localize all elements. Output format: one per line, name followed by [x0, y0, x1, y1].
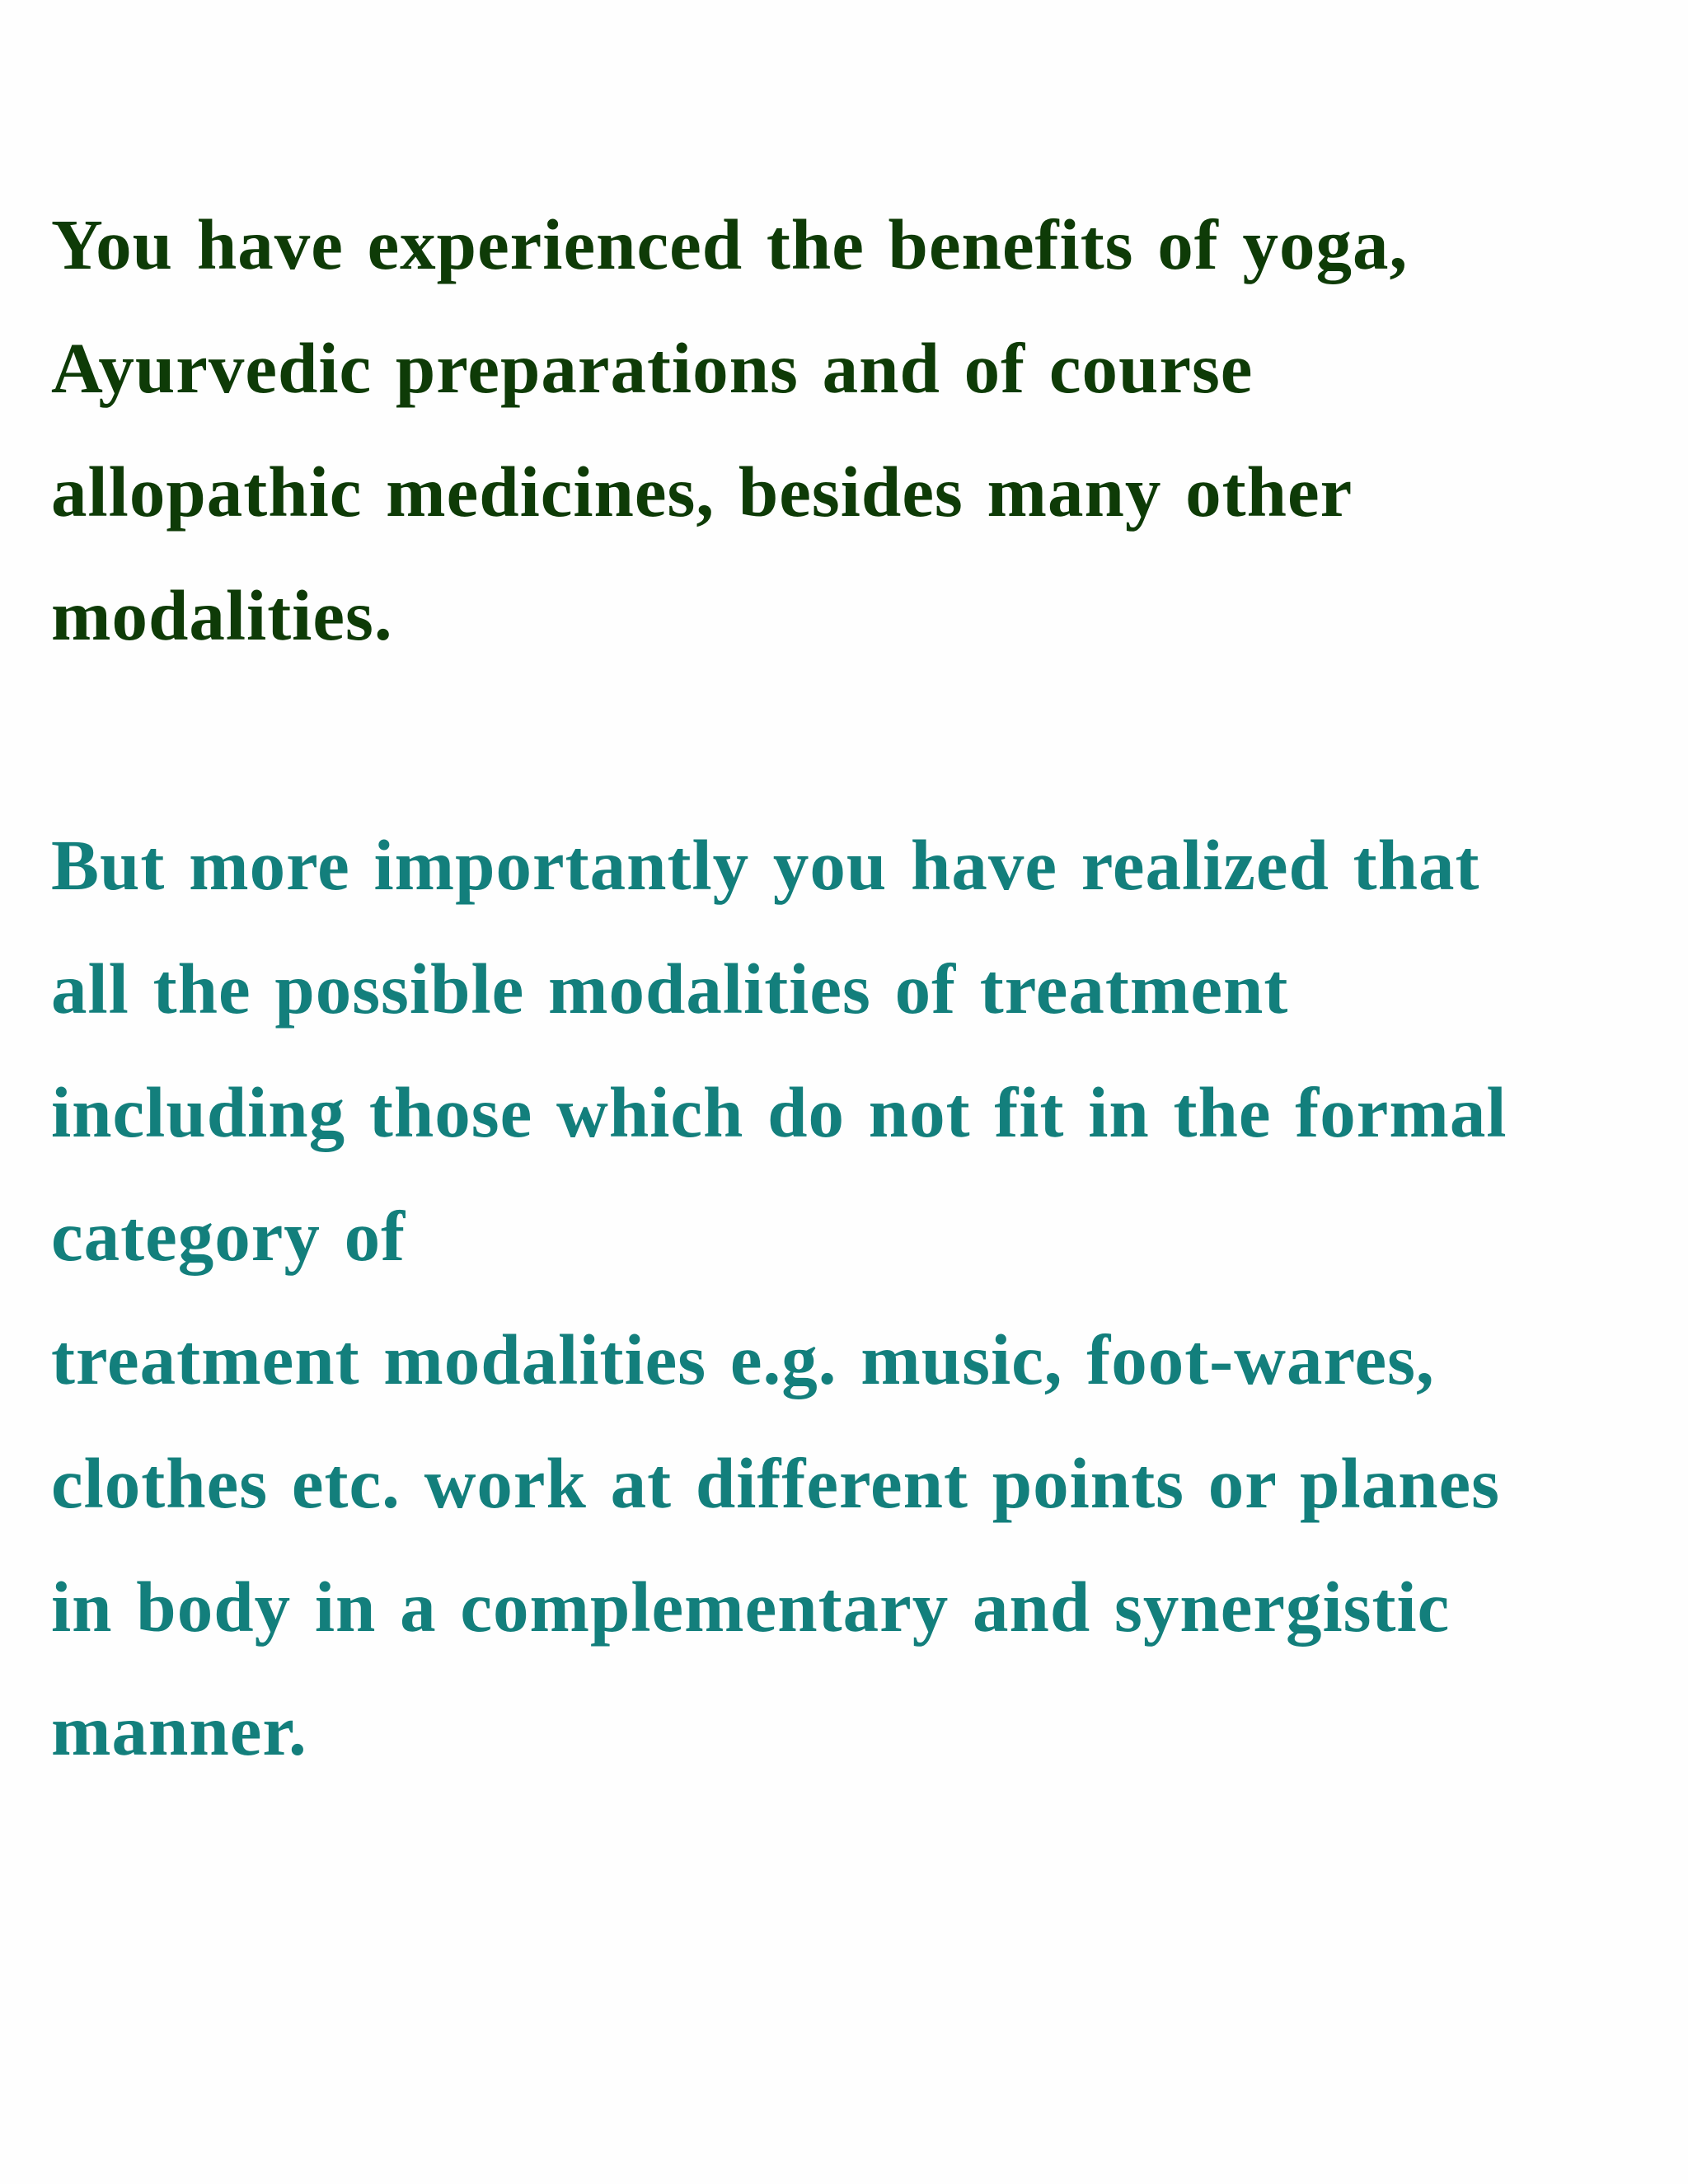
- text-line: You have experienced the benefits of yoga,: [51, 204, 1409, 284]
- text-line: manner.: [51, 1690, 307, 1770]
- text-line: allopathic medicines, besides many other: [51, 452, 1353, 532]
- paragraph-realization: [51, 804, 1667, 1793]
- text-line: treatment modalities e.g. music, foot-wares,: [51, 1319, 1435, 1399]
- text-line: Ayurvedic preparations and of course: [51, 328, 1254, 408]
- paragraph-benefits: [51, 183, 1667, 677]
- text-line: clothes etc. work at different points or planes: [51, 1443, 1500, 1523]
- text-line: including those which do not fit in the formal: [51, 1072, 1507, 1152]
- text-line: But more importantly you have realized that: [51, 825, 1480, 905]
- text-line: all the possible modalities of treatment: [51, 949, 1289, 1029]
- text-line: category of: [51, 1196, 406, 1276]
- text-line: in body in a complementary and synergistic: [51, 1567, 1451, 1647]
- text-line: modalities.: [51, 575, 393, 655]
